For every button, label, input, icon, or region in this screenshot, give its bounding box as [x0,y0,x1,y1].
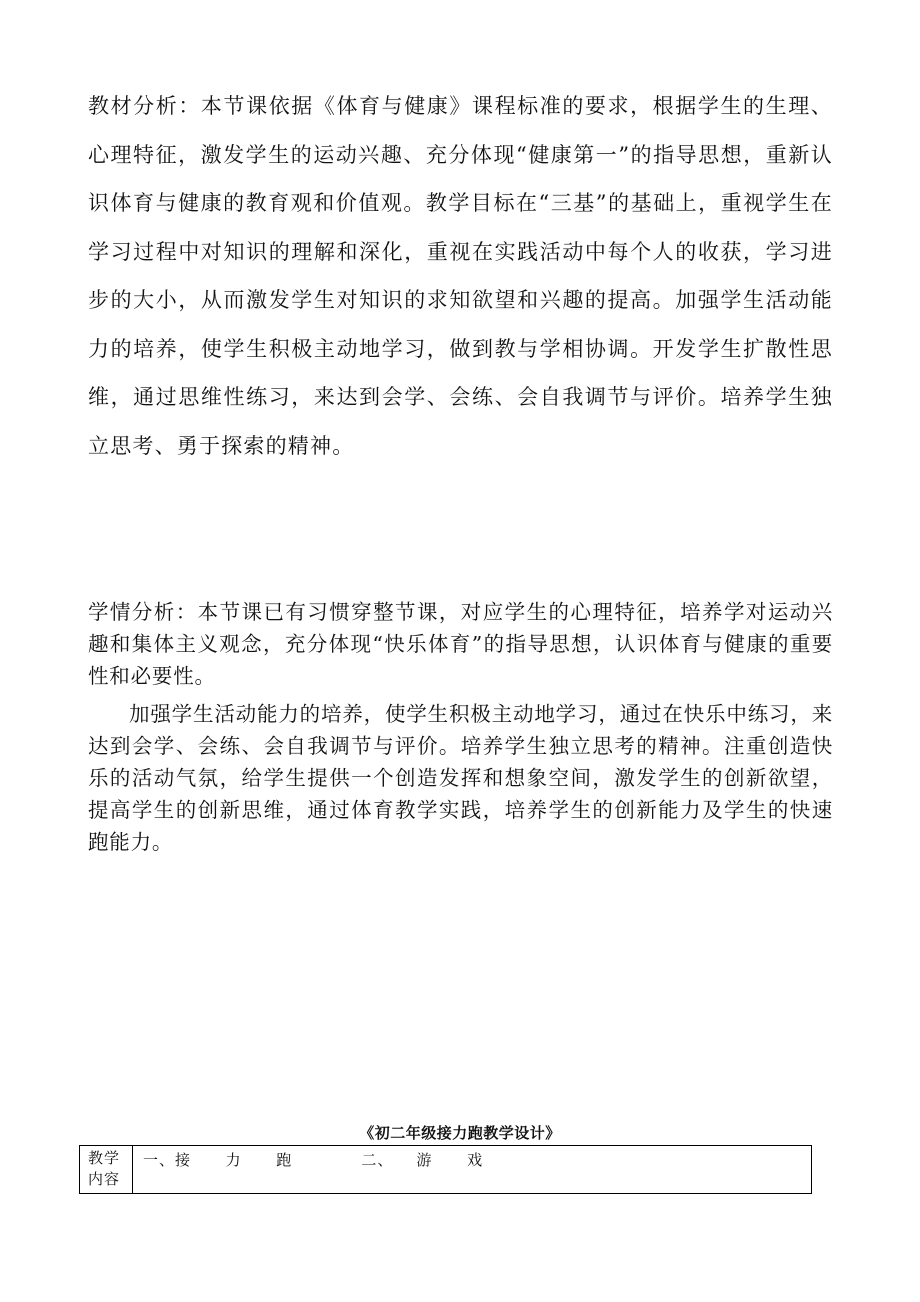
textbook-analysis-paragraph: 教材分析：本节课依据《体育与健康》课程标准的要求，根据学生的生理、心理特征，激发学生的运动兴趣、充分体现“健康第一”的指导思想，重新认识体育与健康的教育观和价值观。教学目标在“三基”的基础上，重视学生在学习过程中对知识的理解和深化，重视在实践活动中每个人的收获，学习进步的大小，从而激发学生对知识的求知欲望和兴趣的提高。加强学生活动能力的培养，使学生积极主动地学习，做到教与学相协调。开发学生扩散性思维，通过思维性练习，来达到会学、会练、会自我调节与评价。培养学生独立思考、勇于探索的精神。 [88,94,833,458]
teaching-content-table [79,1145,812,1194]
teaching-content-value: 一、接 力 跑 二、 游 戏 [143,1151,484,1169]
teaching-content-label: 教学内容 [80,1146,133,1193]
student-analysis-continuation: 加强学生活动能力的培养，使学生积极主动地学习，通过在快乐中练习，来达到会学、会练、会自我调节与评价。培养学生独立思考的精神。注重创造快乐的活动气氛，给学生提供一个创造发挥和想象空间，激发学生的创新欲望，提高学生的创新思维，通过体育教学实践，培养学生的创新能力及学生的快速跑能力。 [88,702,833,854]
student-analysis-paragraph: 学情分析：本节课已有习惯穿整节课，对应学生的心理特征，培养学对运动兴趣和集体主义观念，充分体现“快乐体育”的指导思想，认识体育与健康的重要性和必要性。 [88,600,833,688]
teaching-design-title: 《初二年级接力跑教学设计》 [359,1124,561,1142]
